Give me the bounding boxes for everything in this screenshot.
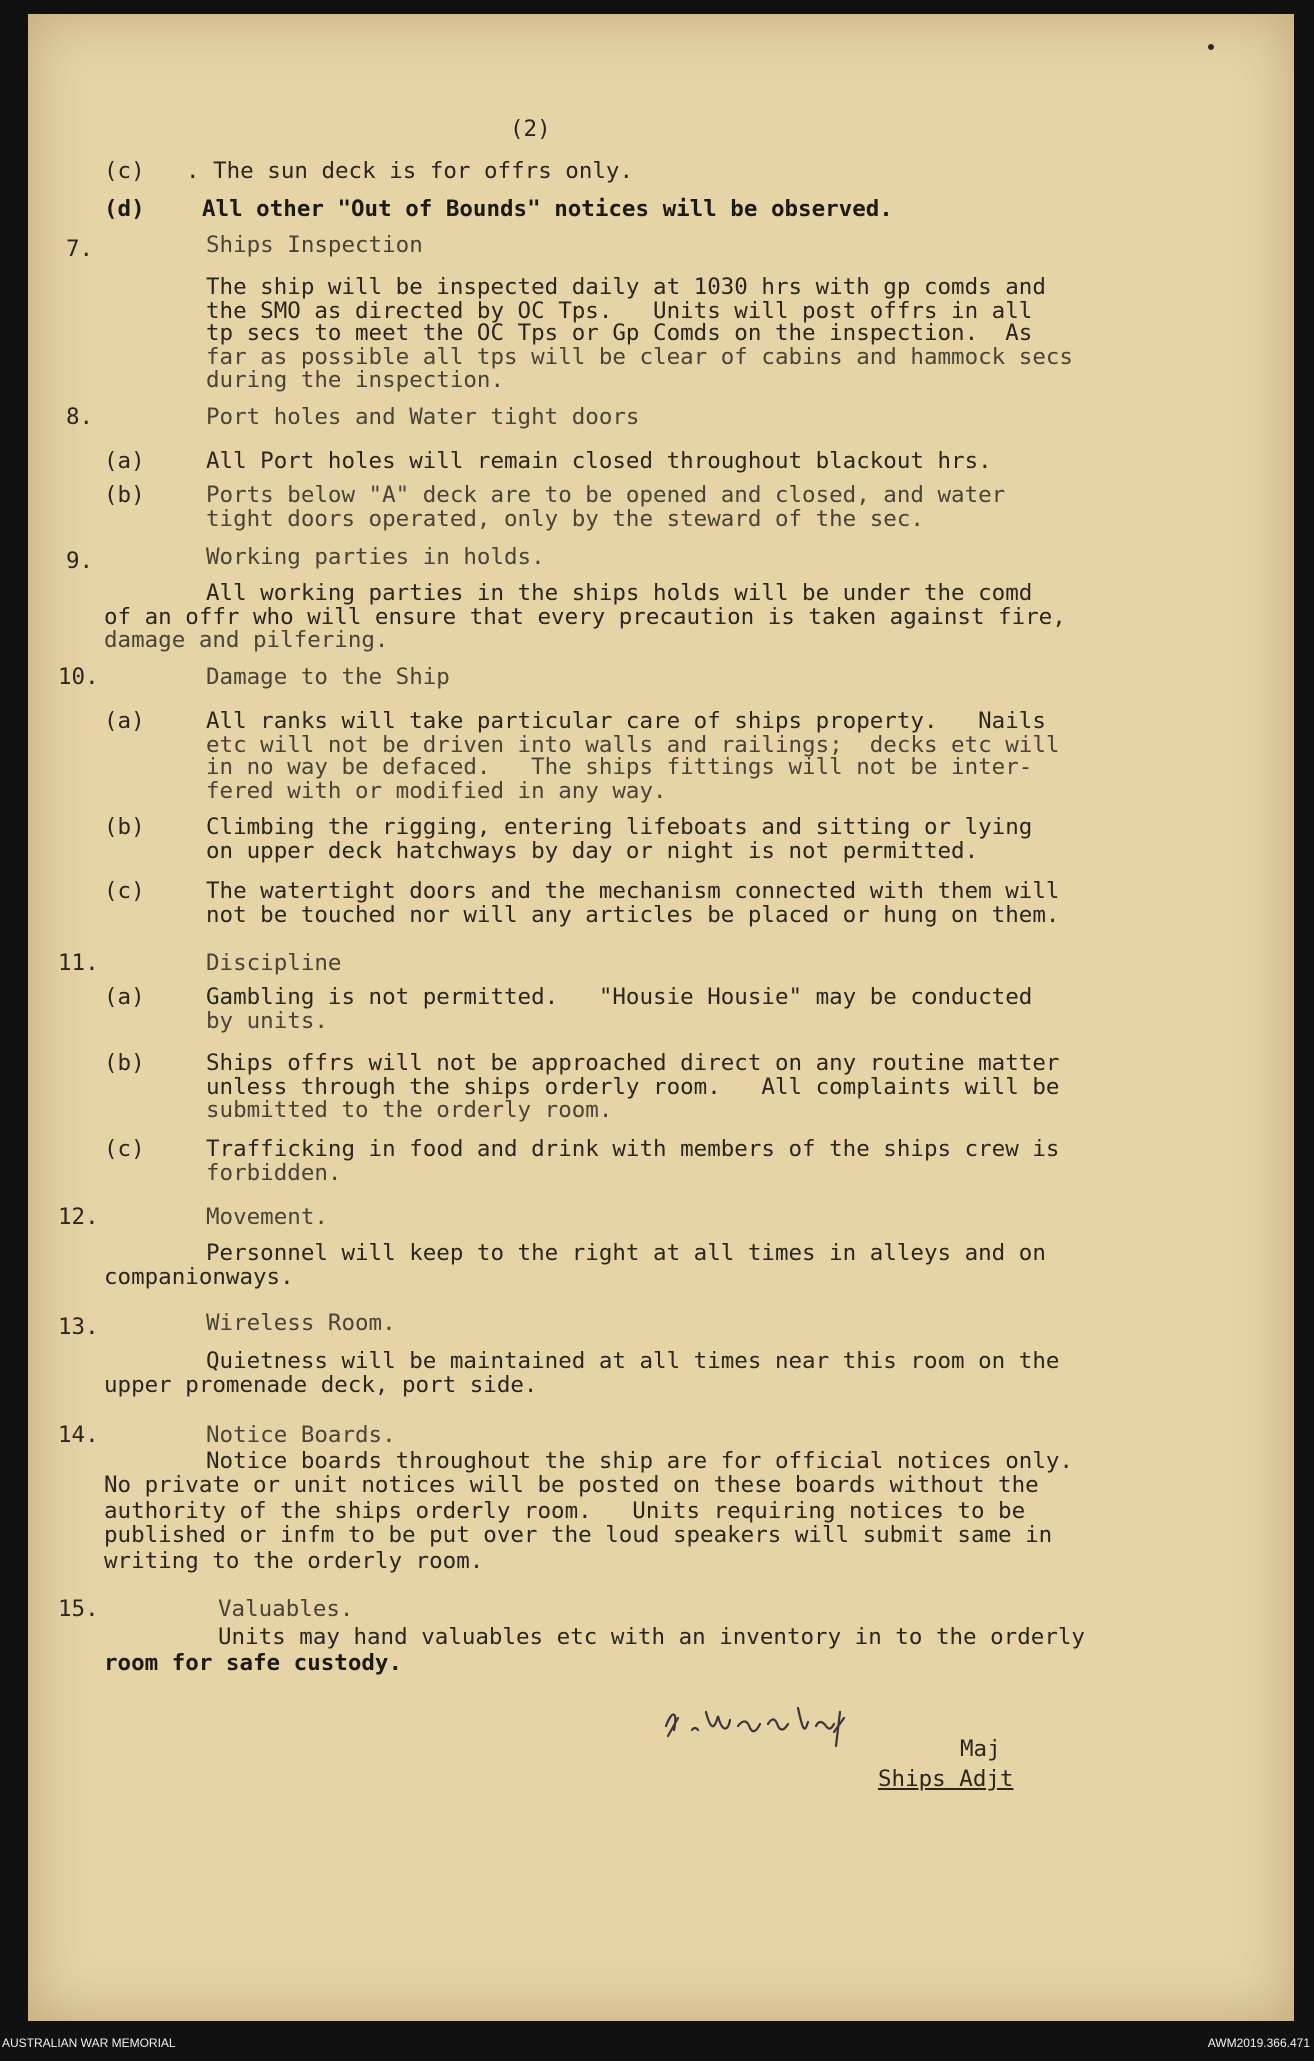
section-13-line: upper promenade deck, port side. [104,1372,538,1398]
section-14-title: Notice Boards. [206,1422,396,1448]
section-10a-label: (a) [104,708,145,734]
section-10b-line: on upper deck hatchways by day or night is not permitted. [206,838,979,864]
section-8a-text: All Port holes will remain closed throughout blackout hrs. [206,448,992,474]
section-7-line: The ship will be inspected daily at 1030 hrs with gp comds and [206,274,1046,300]
section-10a-line: All ranks will take particular care of ships property. Nails [206,708,1046,734]
section-11c-line: Trafficking in food and drink with members of the ships crew is [206,1136,1060,1162]
section-7-title: Ships Inspection [206,232,423,258]
section-15-line: Units may hand valuables etc with an inventory in to the orderly [218,1624,1085,1650]
signature-title: Ships Adjt [878,1766,1014,1792]
section-10c-label: (c) [104,878,145,904]
section-9-line: damage and pilfering. [104,627,389,653]
section-8-number: 8. [66,404,94,430]
section-8a-label: (a) [104,448,145,474]
section-11a-line: Gambling is not permitted. "Housie Housie" may be conducted [206,984,1033,1010]
section-8b-text: tight doors operated, only by the steward of the sec. [206,506,924,532]
section-10c-line: The watertight doors and the mechanism connected with them will [206,878,1060,904]
section-14-line: published or infm to be put over the loud speakers will submit same in [104,1522,1053,1548]
section-10b-line: Climbing the rigging, entering lifeboats and sitting or lying [206,814,1033,840]
section-14-number: 14. [58,1422,99,1448]
section-12-line: Personnel will keep to the right at all times in alleys and on [206,1240,1046,1266]
section-9-number: 9. [66,548,94,574]
section-8b-label: (b) [104,482,145,508]
page-number: (2) [510,116,551,142]
section-10a-line: etc will not be driven into walls and railings; decks etc will [206,732,1060,758]
section-8b-text: Ports below "A" deck are to be opened and closed, and water [206,482,1006,508]
signature-image [658,1696,958,1756]
section-11c-line: forbidden. [206,1160,342,1186]
item-d-label: (d) [104,196,145,222]
section-11a-label: (a) [104,984,145,1010]
section-10a-line: in no way be defaced. The ships fittings will not be inter- [206,754,1033,780]
section-15-number: 15. [58,1596,99,1622]
section-14-line: writing to the orderly room. [104,1548,484,1574]
item-d-text: All other "Out of Bounds" notices will be observed. [202,196,893,222]
section-11a-line: by units. [206,1008,328,1034]
section-14-line: No private or unit notices will be posted on these boards without the [104,1472,1039,1498]
section-9-title: Working parties in holds. [206,544,545,570]
section-7-line: tp secs to meet the OC Tps or Gp Comds on the inspection. As [206,320,1033,346]
document-page [28,14,1294,2021]
section-11-title: Discipline [206,950,342,976]
footer-institution: AUSTRALIAN WAR MEMORIAL [2,2036,176,2050]
section-11c-label: (c) [104,1136,145,1162]
section-7-line: during the inspection. [206,367,505,393]
item-c-label: (c) [104,158,145,184]
section-9-line: of an offr who will ensure that every precaution is taken against fire, [104,604,1066,630]
section-15-line: room for safe custody. [104,1650,403,1676]
section-10c-line: not be touched nor will any articles be placed or hung on them. [206,902,1060,928]
section-12-line: companionways. [104,1264,294,1290]
section-14-line: Notice boards throughout the ship are for official notices only. [206,1448,1073,1474]
item-c-text: . The sun deck is for offrs only. [186,158,634,184]
section-10-number: 10. [58,664,99,690]
section-13-number: 13. [58,1314,99,1340]
section-15-title: Valuables. [218,1596,354,1622]
section-11b-line: unless through the ships orderly room. All complaints will be [206,1074,1060,1100]
section-10-title: Damage to the Ship [206,664,450,690]
section-12-title: Movement. [206,1204,328,1230]
section-14-line: authority of the ships orderly room. Units requiring notices to be [104,1498,1026,1524]
signature-scrawl [658,1696,958,1756]
section-8-title: Port holes and Water tight doors [206,404,640,430]
footer-accession-number: AWM2019.366.471 [1207,2036,1310,2050]
section-10a-line: fered with or modified in any way. [206,778,667,804]
section-7-line: far as possible all tps will be clear of cabins and hammock secs [206,344,1073,370]
section-11-number: 11. [58,950,99,976]
section-11b-label: (b) [104,1050,145,1076]
section-9-line: All working parties in the ships holds will be under the comd [206,580,1033,606]
section-12-number: 12. [58,1204,99,1230]
section-13-title: Wireless Room. [206,1310,396,1336]
section-10b-label: (b) [104,814,145,840]
section-11b-line: Ships offrs will not be approached direct on any routine matter [206,1050,1060,1076]
signature-rank: Maj [960,1736,1001,1762]
section-7-number: 7. [66,236,94,262]
section-13-line: Quietness will be maintained at all times near this room on the [206,1348,1060,1374]
section-7-line: the SMO as directed by OC Tps. Units will post offrs in all [206,298,1033,324]
section-11b-line: submitted to the orderly room. [206,1097,613,1123]
binder-hole-mark [1208,44,1214,50]
